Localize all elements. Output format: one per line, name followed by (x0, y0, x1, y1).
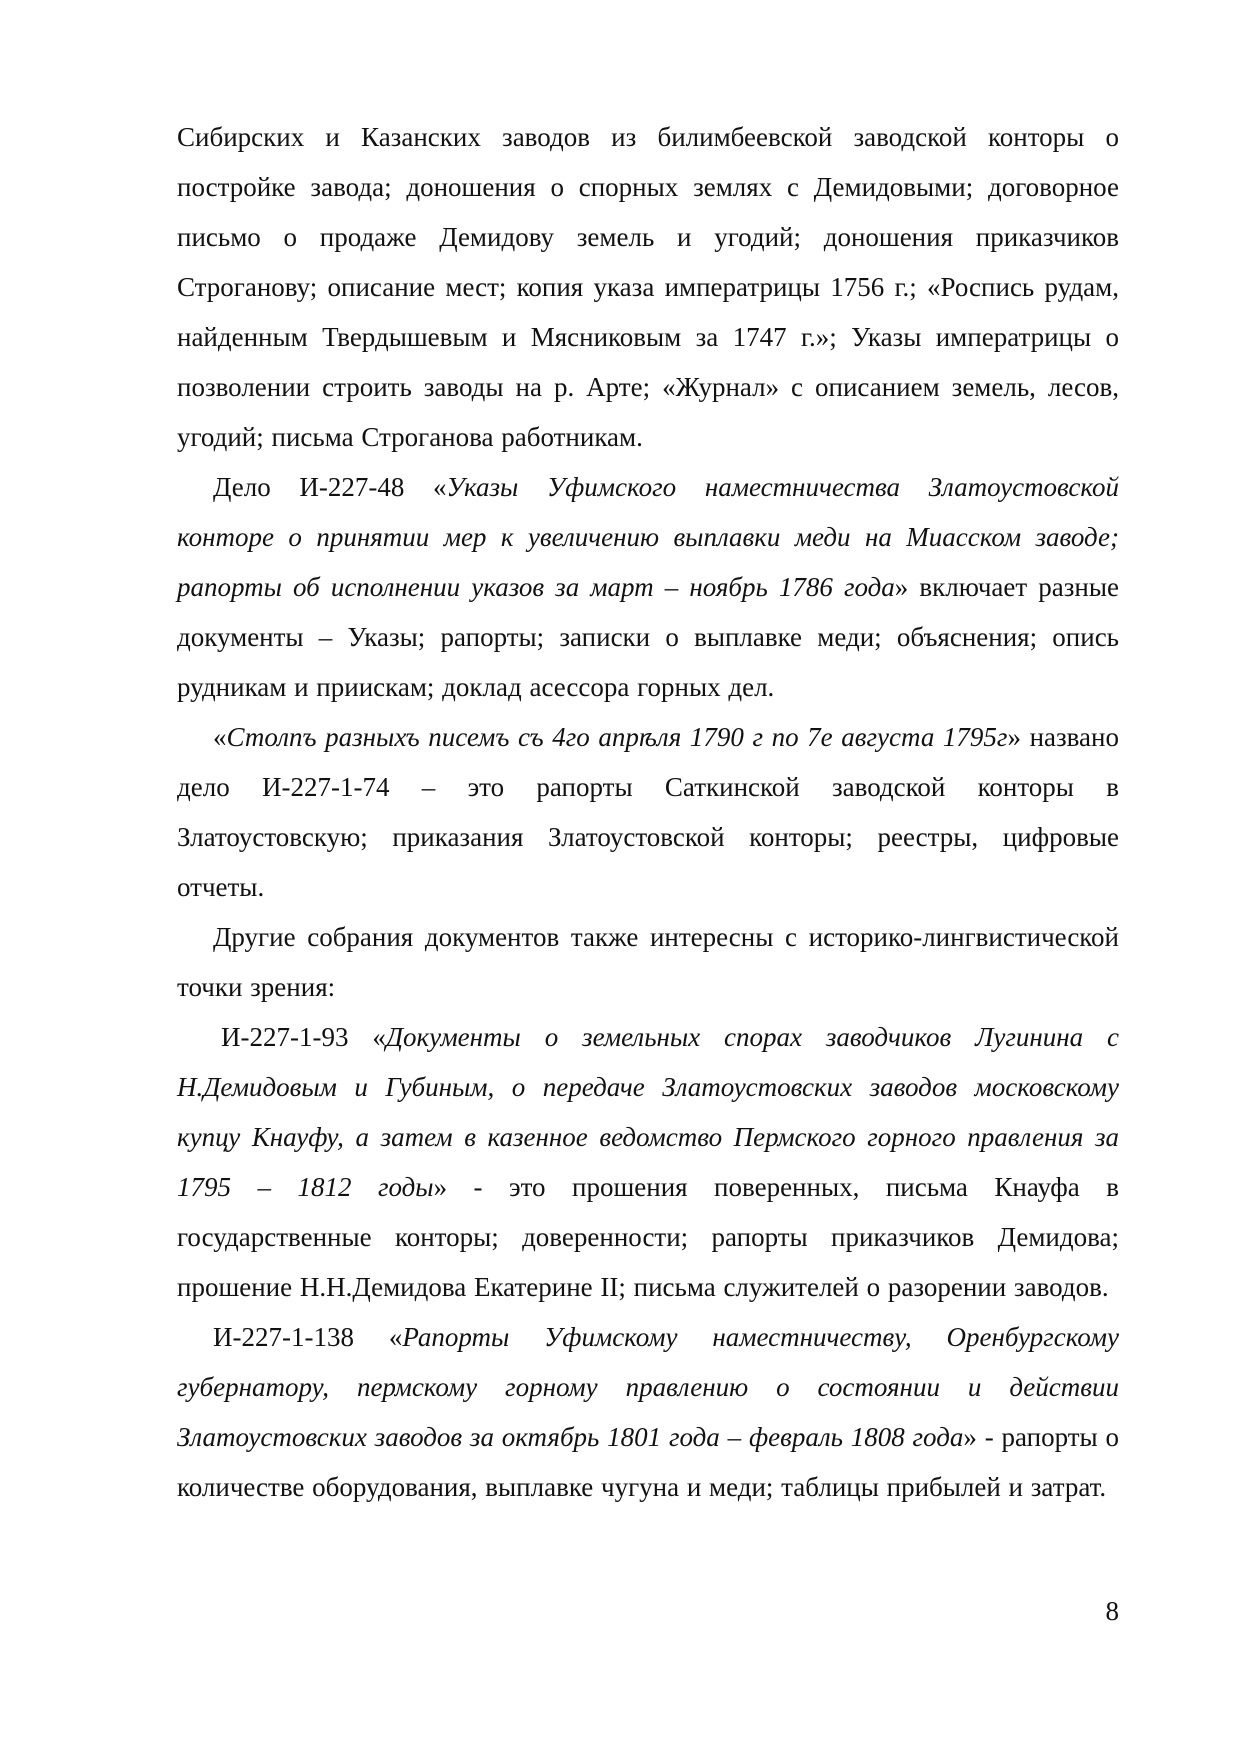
paragraph-title: Рапорты Уфимскому наместничеству, Оренбургскому губернатору, пермскому горному правлению о состоянии и действии Златоустовских заводов за октябрь 1801 года – февраль 1808 года (177, 1322, 1119, 1452)
paragraph-drugie-sobraniya (177, 912, 1119, 1012)
paragraph-title: Документы о земельных спорах заводчиков Лугинина с Н.Демидовым и Губиным, о передаче Златоустовских заводов московскому купцу Кнауфу, а затем в казенное ведомство Пермского горного правления за 1795 – 1812 годы (177, 1022, 1119, 1202)
paragraph-i-227-1-138 (177, 1312, 1119, 1512)
paragraph-i-227-1-93 (177, 1012, 1119, 1312)
paragraph-text: » названо дело И-227-1-74 – это рапорты Саткинской заводской конторы в Златоустовскую; приказания Златоустовской конторы; реестры, цифровые отчеты. (177, 722, 1119, 902)
paragraph-delo-i-227-48 (177, 462, 1119, 712)
paragraph-text: Сибирских и Казанских заводов из билимбеевской заводской конторы о постройке завода; доношения о спорных землях с Демидовыми; договорное письмо о продаже Демидову земель и угодий; доношения приказчиков Строганову; описание мест; копия указа императрицы 1756 г.; «Роспись рудам, найденным Твердышевым и Мясниковым за 1747 г.»; Указы императрицы о позволении строить заводы на р. Арте; «Журнал» с описанием земель, лесов, угодий; письма Строганова работникам. (177, 122, 1119, 452)
paragraph-text: » - это прошения поверенных, письма Кнауфа в государственные конторы; доверенности; рапорты приказчиков Демидова; прошение Н.Н.Демидова Екатерине II; письма служителей о разорении заводов. (177, 1172, 1119, 1302)
paragraph-lead: И-227-1-93 « (221, 1022, 386, 1052)
paragraph-title: Столпъ разныхъ писемъ съ 4го апрѣля 1790 г по 7е августа 1795г (226, 722, 1008, 752)
paragraph-zavody-sibirskie (177, 112, 1119, 462)
paragraph-lead: И-227-1-138 « (213, 1322, 403, 1352)
paragraph-stolp-pisem (177, 712, 1119, 912)
paragraph-title: Указы Уфимского наместничества Златоустовской конторе о принятии мер к увеличению выплавки меди на Миасском заводе; рапорты об исполнении указов за март – ноябрь 1786 года (177, 472, 1119, 602)
paragraph-text: » включает разные документы – Указы; рапорты; записки о выплавке меди; объяснения; опись рудникам и приискам; доклад асессора горных дел. (177, 572, 1119, 702)
paragraph-lead: Дело И-227-48 « (213, 472, 447, 502)
paragraph-lead: « (213, 722, 227, 752)
paragraph-text: » - рапорты о количестве оборудования, выплавке чугуна и меди; таблицы прибылей и затрат. (177, 1422, 1120, 1502)
paragraph-text: Другие собрания документов также интересны с историко-лингвистической точки зрения: (177, 922, 1119, 1002)
page-number: 8 (1105, 1596, 1119, 1626)
document-page (177, 112, 1119, 1512)
